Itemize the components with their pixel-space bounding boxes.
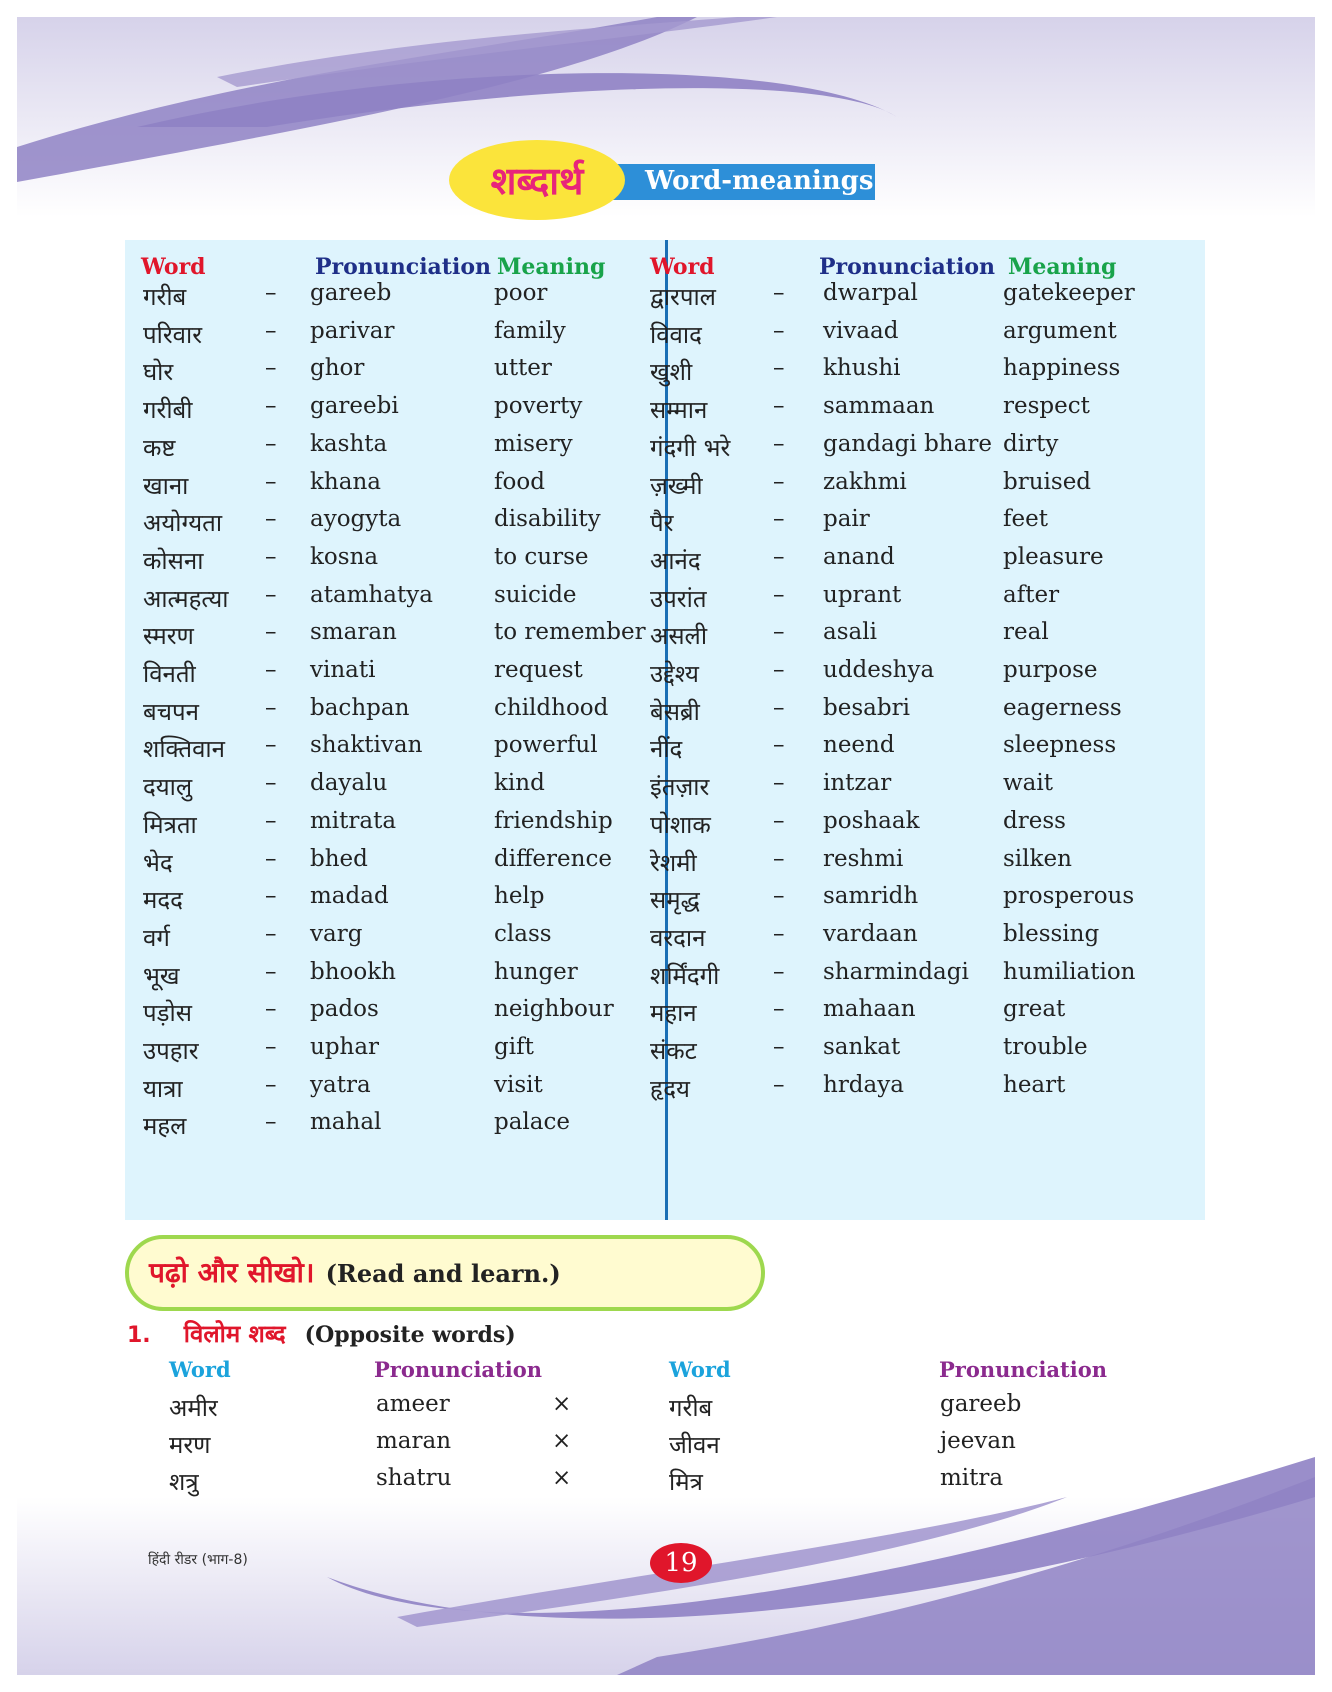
vocab-word: बेसब्री [650,697,700,726]
vocab-pronunciation: gareeb [310,280,392,306]
vocab-meaning: help [494,883,545,910]
vocab-word: भेद [143,848,173,877]
opposite-pronunciation: shatru [376,1465,452,1491]
vocab-word: शर्मिंदगी [650,961,720,990]
vocab-pronunciation: dayalu [310,770,388,797]
opposite-antonym: जीवन [669,1431,720,1459]
vocab-row [125,469,1205,509]
vocab-word: शक्तिवान [143,735,225,764]
vocab-dash: – [773,996,785,1023]
vocab-pronunciation: sankat [823,1034,901,1060]
vocab-word: कष्ट [143,433,176,462]
vocab-word: पोशाक [650,810,711,839]
read-and-learn-hindi: पढ़ो और सीखो। [149,1256,315,1289]
vocab-meaning: respect [1003,393,1090,420]
vocab-pronunciation: dwarpal [823,280,918,306]
vocab-meaning: kind [494,770,545,797]
opposite-word: मरण [169,1431,211,1459]
vocabulary-panel [125,240,1205,1220]
vocab-word: नींद [650,735,683,764]
vocab-dash: – [773,506,785,533]
vocab-word: घोर [143,358,174,387]
vocab-pronunciation: khana [310,468,381,495]
vocab-dash: – [773,732,785,759]
vocab-word: खुशी [650,358,693,387]
vocab-pronunciation: uddeshya [823,657,935,683]
vocab-row [125,318,1205,358]
vocab-meaning: powerful [494,732,598,759]
vocab-row [125,770,1205,810]
vocab-word: स्मरण [143,622,194,651]
vocab-meaning: gatekeeper [1003,280,1135,306]
vocab-word: रेशमी [650,848,697,877]
vocab-word: कोसना [143,546,204,575]
vocab-dash: – [773,468,785,495]
vocab-word: वरदान [650,923,706,952]
vocab-row [125,846,1205,886]
vocab-word: पड़ोस [143,999,192,1028]
vocab-row [125,996,1205,1036]
opposite-antonym-pronunciation: gareeb [940,1391,1022,1417]
vocab-word: हृदय [650,1074,690,1103]
vocab-pronunciation: reshmi [823,845,904,872]
vocab-row [125,1109,1205,1149]
opposite-pronunciation: maran [376,1428,452,1454]
vocab-meaning: visit [494,1071,543,1098]
vocab-meaning: eagerness [1003,694,1122,721]
vocab-meaning: pleasure [1003,543,1104,570]
opposite-words-title-hindi: विलोम शब्द [183,1320,286,1348]
vocab-meaning: food [494,468,545,495]
vocab-pronunciation: smaran [310,619,397,646]
vocab-pronunciation: bhed [310,845,368,872]
vocab-dash: – [265,1071,277,1098]
vocab-meaning: real [1003,619,1049,646]
opposite-row [17,1465,1315,1503]
opposite-antonym-pronunciation: jeevan [940,1428,1016,1454]
opposite-word: अमीर [169,1394,218,1422]
vocab-word: मदद [143,886,183,915]
vocab-meaning: feet [1003,506,1048,533]
vocab-meaning: prosperous [1003,883,1135,910]
title-hindi: शब्दार्थ [490,159,584,203]
vocab-meaning: after [1003,581,1060,608]
vocab-pronunciation: kashta [310,430,388,457]
vocab-meaning: request [494,657,583,683]
vocab-row [125,582,1205,622]
opposite-antonym: गरीब [669,1394,713,1422]
vocab-pronunciation: ghor [310,355,365,382]
opposite-sign: × [552,1391,572,1417]
vocab-meaning: class [494,920,552,947]
opposite-word: शत्रु [169,1468,199,1496]
section-number: 1. [127,1323,151,1348]
vocab-dash: – [773,619,785,646]
vocab-row [125,1034,1205,1074]
vocab-dash: – [773,958,785,985]
vocab-pronunciation: madad [310,883,389,910]
vocab-dash: – [265,280,277,306]
vocab-dash: – [773,694,785,721]
vocab-meaning: bruised [1003,468,1092,495]
vocab-row [125,280,1205,320]
vocab-pronunciation: gandagi bhare [823,430,992,457]
vocab-word: आत्महत्या [143,584,229,613]
vocab-dash: – [773,845,785,872]
vocab-dash: – [265,845,277,872]
vocab-row [125,1072,1205,1112]
vocab-meaning: poor [494,280,548,306]
vocab-meaning: dress [1003,807,1066,834]
opposite-sign: × [552,1465,572,1491]
vocab-word: ज़ख्मी [650,471,703,500]
opposites-header-pronunciation-2: Pronunciation [939,1357,1107,1382]
vocab-meaning: blessing [1003,920,1100,947]
vocab-pronunciation: pair [823,506,870,533]
vocab-word: भूख [143,961,180,990]
vocab-dash: – [265,619,277,646]
vocab-pronunciation: mahaan [823,996,916,1023]
vocab-meaning: childhood [494,694,609,721]
vocab-dash: – [265,430,277,457]
vocab-dash: – [265,694,277,721]
vocab-word: समृद्ध [650,886,700,915]
vocab-dash: – [773,770,785,797]
vocab-dash: – [773,807,785,834]
vocab-row [125,544,1205,584]
vocab-dash: – [773,657,785,683]
vocab-dash: – [265,317,277,344]
opposites-header-word: Word [169,1357,231,1382]
opposite-row [17,1428,1315,1466]
vocab-dash: – [265,770,277,797]
vocab-row [125,431,1205,471]
title-english: Word-meanings [645,166,874,196]
vocab-meaning: argument [1003,317,1117,344]
vocab-dash: – [265,657,277,683]
vocab-meaning: disability [494,506,601,533]
vocab-meaning: trouble [1003,1034,1088,1060]
left-header-meaning: Meaning [497,254,606,280]
opposite-words-heading [127,1317,516,1350]
vocab-row [125,959,1205,999]
vocab-word: उद्देश्य [650,660,699,688]
vocab-word: गरीब [143,283,187,311]
vocab-pronunciation: sharmindagi [823,958,969,985]
vocab-meaning: difference [494,845,612,872]
vocab-meaning: neighbour [494,996,614,1023]
vocab-dash: – [265,581,277,608]
vocab-dash: – [265,543,277,570]
vocab-row [125,506,1205,546]
vocab-meaning: happiness [1003,355,1121,382]
vocab-dash: – [265,1109,277,1136]
vocab-meaning: poverty [494,393,583,420]
vocab-dash: – [265,355,277,382]
vocab-word: बचपन [143,697,199,726]
vocab-dash: – [265,393,277,420]
vocab-word: खाना [143,471,189,500]
right-header-meaning: Meaning [1008,254,1117,280]
left-header-word: Word [141,254,206,280]
vocab-row [125,732,1205,772]
vocab-pronunciation: gareebi [310,393,399,420]
vocab-meaning: heart [1003,1071,1066,1098]
vocab-dash: – [773,317,785,344]
vocab-word: उपरांत [650,584,707,613]
opposites-header-word-2: Word [669,1357,731,1382]
vocab-word: परिवार [143,320,203,349]
vocab-pronunciation: bhookh [310,958,396,985]
vocab-meaning: humiliation [1003,958,1136,985]
vocab-dash: – [773,581,785,608]
vocab-dash: – [773,430,785,457]
vocab-word: इंतज़ार [650,773,710,802]
vocab-dash: – [773,920,785,947]
vocab-pronunciation: varg [310,920,363,947]
vocab-meaning: wait [1003,770,1053,797]
word-meanings-title [449,140,889,220]
vocab-row [125,808,1205,848]
vocab-pronunciation: uprant [823,581,902,608]
vocab-dash: – [265,1034,277,1060]
vocab-dash: – [265,883,277,910]
vocab-meaning: hunger [494,958,578,985]
title-oval [449,140,625,220]
vocab-row [125,393,1205,433]
vocab-word: वर्ग [143,923,170,952]
vocab-pronunciation: zakhmi [823,468,907,495]
read-and-learn-english: (Read and learn.) [325,1259,561,1288]
vocab-meaning: suicide [494,581,577,608]
vocab-pronunciation: pados [310,996,379,1023]
vocab-dash: – [773,883,785,910]
vocab-meaning: palace [494,1109,570,1136]
vocab-meaning: to curse [494,543,589,570]
vocab-pronunciation: vivaad [823,317,899,344]
opposite-words-title-english: (Opposite words) [304,1322,516,1348]
vocab-pronunciation: parivar [310,317,395,344]
vocab-pronunciation: besabri [823,694,910,721]
vocab-dash: – [773,1034,785,1060]
vocab-word: दयालु [143,773,193,802]
vocab-meaning: to remember [494,619,646,646]
vocab-word: विवाद [650,320,702,349]
opposite-antonym-pronunciation: mitra [940,1465,1004,1491]
vocab-word: द्वारपाल [650,283,716,311]
page-number: 19 [650,1543,712,1583]
vocab-word: आनंद [650,546,701,575]
vocab-meaning: silken [1003,845,1072,872]
vocab-dash: – [265,506,277,533]
vocab-pronunciation: mahal [310,1109,382,1136]
vocab-dash: – [773,1071,785,1098]
vocab-pronunciation: vinati [310,657,376,683]
vocab-meaning: purpose [1003,657,1098,683]
vocab-pronunciation: yatra [310,1071,371,1098]
opposite-antonym: मित्र [669,1468,703,1496]
vocab-word: महान [650,999,697,1028]
vocab-pronunciation: atamhatya [310,581,433,608]
vocab-meaning: great [1003,996,1066,1023]
vocab-pronunciation: hrdaya [823,1071,904,1098]
vocab-dash: – [265,807,277,834]
vocab-row [125,883,1205,923]
vocab-word: उपहार [143,1037,199,1065]
vocab-word: सम्मान [650,396,708,425]
vocab-pronunciation: asali [823,619,877,646]
vocab-pronunciation: kosna [310,543,379,570]
vocab-meaning: dirty [1003,430,1059,457]
vocab-pronunciation: samridh [823,883,919,910]
vocab-pronunciation: uphar [310,1034,380,1060]
read-and-learn-banner [125,1235,765,1311]
vocab-word: गंदगी भरे [650,433,731,462]
vocab-dash: – [773,280,785,306]
vocab-meaning: misery [494,430,573,457]
vocab-row [125,695,1205,735]
vocab-word: विनती [143,660,196,688]
book-title: हिंदी रीडर (भाग-8) [148,1552,248,1568]
right-header-word: Word [650,254,715,280]
vocab-pronunciation: neend [823,732,895,759]
vocab-row [125,921,1205,961]
vocab-word: अयोग्यता [143,509,223,538]
vocab-pronunciation: sammaan [823,393,935,420]
vocab-row [125,355,1205,395]
vocab-pronunciation: anand [823,543,895,570]
vocab-pronunciation: mitrata [310,807,397,834]
vocab-meaning: sleepness [1003,732,1117,759]
vocab-word: यात्रा [143,1074,183,1103]
right-header-pronunciation: Pronunciation [819,254,995,280]
vocab-row [125,619,1205,659]
opposite-row [17,1391,1315,1429]
vocab-meaning: utter [494,355,552,382]
vocab-pronunciation: khushi [823,355,901,382]
vocab-meaning: friendship [494,807,613,834]
vocab-pronunciation: bachpan [310,694,410,721]
left-header-pronunciation: Pronunciation [315,254,491,280]
vocab-dash: – [265,958,277,985]
opposite-sign: × [552,1428,572,1454]
vocab-dash: – [265,920,277,947]
vocab-row [125,657,1205,697]
vocab-meaning: family [494,317,566,344]
vocab-pronunciation: shaktivan [310,732,423,759]
vocab-pronunciation: intzar [823,770,892,797]
vocab-word: महल [143,1112,187,1141]
vocab-word: पैर [650,509,674,538]
vocab-dash: – [265,732,277,759]
vocab-dash: – [773,543,785,570]
vocab-pronunciation: vardaan [823,920,918,947]
vocab-dash: – [265,996,277,1023]
opposite-pronunciation: ameer [376,1391,450,1417]
textbook-page [17,17,1315,1675]
vocab-pronunciation: poshaak [823,807,920,834]
vocab-word: मित्रता [143,810,197,839]
vocab-dash: – [265,468,277,495]
vocab-word: गरीबी [143,396,193,425]
vocab-pronunciation: ayogyta [310,506,402,533]
opposites-header-pronunciation: Pronunciation [374,1357,542,1382]
vocab-meaning: gift [494,1034,534,1060]
vocab-dash: – [773,393,785,420]
vocab-word: असली [650,622,708,651]
vocab-dash: – [773,355,785,382]
vocab-word: संकट [650,1037,697,1065]
